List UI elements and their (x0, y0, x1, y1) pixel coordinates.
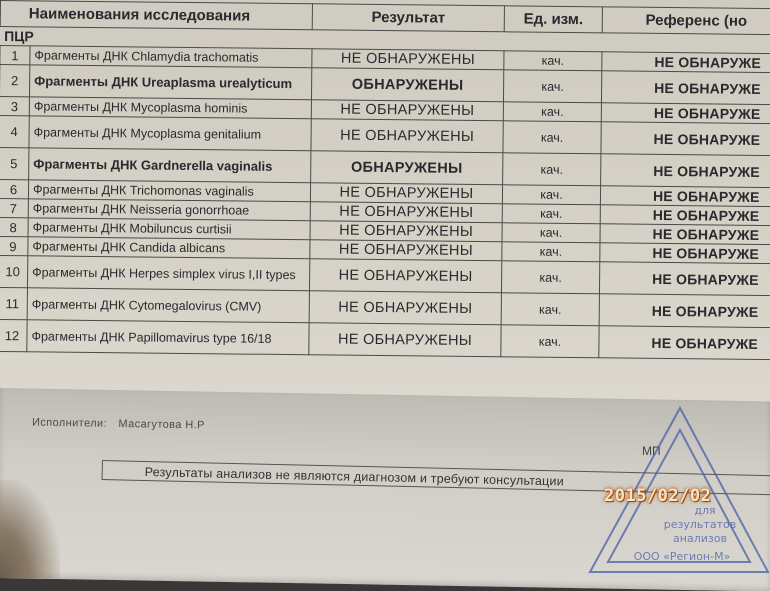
row-reference: НЕ ОБНАРУЖЕ (599, 262, 770, 296)
row-reference: НЕ ОБНАРУЖЕ (601, 103, 770, 124)
row-result: НЕ ОБНАРУЖЕНЫ (309, 323, 501, 357)
row-number: 5 (0, 147, 29, 179)
header-unit: Ед. изм. (504, 6, 602, 33)
row-number: 4 (0, 115, 29, 147)
row-test-name: Фрагменты ДНК Candida albicans (28, 237, 310, 259)
row-test-name: Фрагменты ДНК Cytomegalovirus (CMV) (27, 288, 309, 323)
row-test-name: Фрагменты ДНК Mobiluncus curtisii (28, 218, 310, 240)
row-number: 11 (0, 287, 27, 319)
row-result: НЕ ОБНАРУЖЕНЫ (312, 49, 504, 70)
row-result: НЕ ОБНАРУЖЕНЫ (309, 259, 501, 293)
row-number: 12 (0, 319, 27, 351)
row-number: 7 (0, 198, 28, 217)
row-result: ОБНАРУЖЕНЫ (311, 68, 503, 102)
row-unit: кач. (501, 293, 599, 326)
header-name: Наименования исследования (0, 1, 312, 30)
header-result: Результат (312, 4, 504, 32)
row-number: 8 (0, 217, 28, 236)
executor-name: Масагутова Н.Р (118, 418, 205, 432)
row-result: НЕ ОБНАРУЖЕНЫ (310, 240, 502, 261)
row-reference: НЕ ОБНАРУЖЕ (599, 326, 770, 360)
executor-label: Исполнители: (31, 416, 108, 430)
row-test-name: Фрагменты ДНК Gardnerella vaginalis (29, 148, 311, 183)
row-result: НЕ ОБНАРУЖЕНЫ (311, 100, 503, 121)
row-unit: кач. (503, 153, 601, 186)
row-unit: кач. (502, 223, 600, 243)
row-number: 9 (0, 236, 28, 255)
row-reference: НЕ ОБНАРУЖЕ (601, 154, 770, 188)
row-unit: кач. (503, 102, 601, 122)
row-result: НЕ ОБНАРУЖЕНЫ (311, 119, 503, 153)
stamp-org: ООО «Регион-М» (633, 550, 731, 563)
stamp-line3: анализов (673, 532, 727, 545)
row-unit: кач. (504, 51, 602, 71)
row-result: НЕ ОБНАРУЖЕНЫ (310, 202, 502, 223)
row-unit: кач. (503, 121, 601, 154)
row-number: 2 (0, 65, 30, 97)
row-reference: НЕ ОБНАРУЖЕ (599, 294, 770, 328)
row-reference: НЕ ОБНАРУЖЕ (600, 205, 770, 226)
row-reference: НЕ ОБНАРУЖЕ (601, 71, 770, 105)
row-number: 1 (0, 46, 30, 65)
row-test-name: Фрагменты ДНК Mycoplasma genitalium (29, 116, 311, 151)
row-result: ОБНАРУЖЕНЫ (311, 151, 503, 185)
row-test-name: Фрагменты ДНК Neisseria gonorrhoae (28, 199, 310, 221)
row-test-name: Фрагменты ДНК Papillomavirus type 16/18 (27, 320, 309, 355)
photo-date-overlay: 2015/02/02 (604, 486, 712, 506)
finger-shadow (0, 480, 60, 578)
row-unit: кач. (502, 185, 600, 205)
row-test-name: Фрагменты ДНК Trichomonas vaginalis (28, 180, 310, 202)
row-reference: НЕ ОБНАРУЖЕ (600, 186, 770, 207)
row-unit: кач. (501, 261, 599, 294)
row-test-name: Фрагменты ДНК Mycoplasma hominis (29, 97, 311, 119)
row-test-name: Фрагменты ДНК Ureaplasma urealyticum (29, 65, 311, 100)
row-number: 3 (0, 96, 29, 115)
row-result: НЕ ОБНАРУЖЕНЫ (310, 183, 502, 204)
stamp-line2: результатов (663, 518, 737, 531)
row-result: НЕ ОБНАРУЖЕНЫ (310, 221, 502, 242)
row-reference: НЕ ОБНАРУЖЕ (602, 52, 770, 73)
row-reference: НЕ ОБНАРУЖЕ (601, 122, 770, 156)
stamp-line1: для (694, 504, 716, 517)
row-number: 6 (0, 179, 29, 198)
disclaimer-box: Результаты анализов не являются диагнозом и требуют консультации (102, 460, 770, 496)
row-unit: кач. (501, 325, 599, 358)
row-unit: кач. (503, 70, 601, 103)
row-test-name: Фрагменты ДНК Chlamydia trachomatis (30, 46, 312, 68)
mp-mark: МП (642, 444, 661, 458)
row-unit: кач. (502, 242, 600, 262)
row-test-name: Фрагменты ДНК Herpes simplex virus I,II types (27, 256, 309, 291)
row-number: 10 (0, 255, 28, 287)
row-result: НЕ ОБНАРУЖЕНЫ (309, 291, 501, 325)
section-title: ПЦР (0, 27, 770, 54)
header-reference: Референс (но (602, 7, 770, 35)
row-reference: НЕ ОБНАРУЖЕ (600, 243, 770, 264)
row-reference: НЕ ОБНАРУЖЕ (600, 224, 770, 245)
row-unit: кач. (502, 204, 600, 224)
